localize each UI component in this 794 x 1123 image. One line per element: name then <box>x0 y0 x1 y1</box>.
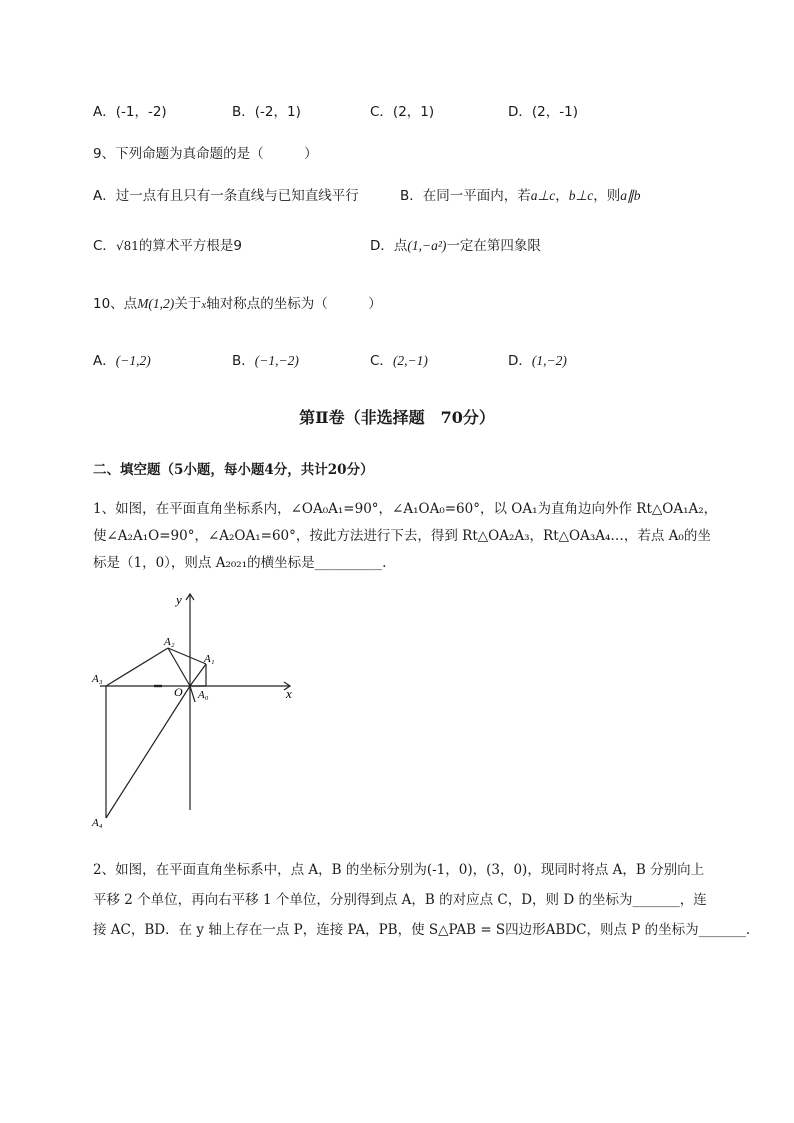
q9-option-d-suffix: 一定在第四象限 <box>446 238 541 254</box>
q8-option-d: D．(2，-1) <box>508 104 578 120</box>
q9-option-d-prefix: D．点 <box>370 238 408 254</box>
q9-stem: 9、下列命题为真命题的是（ ） <box>93 146 318 162</box>
q9-option-d-math: (1,−a²) <box>407 238 447 253</box>
label-A1: A₁ <box>204 653 215 665</box>
segment-OA4 <box>106 686 190 818</box>
q8-option-a: A．(-1，-2) <box>93 104 167 120</box>
fill1-line1: 1、如图，在平面直角坐标系内，∠OA₀A₁=90°，∠A₁OA₀=60°，以 OA₁为直角边向外作 Rt△OA₁A₂， <box>93 501 718 517</box>
q9-option-b-math3: a∥b <box>620 188 641 203</box>
label-A2: A₂ <box>164 636 175 648</box>
q10-option-a-label: A． <box>93 353 116 369</box>
q10-option-d-value: (1,−2) <box>531 353 567 368</box>
q10-option-d-label: D． <box>508 353 532 369</box>
q10-stem-axis: x <box>201 299 207 311</box>
q9-option-c <box>93 234 242 254</box>
q9-option-b-math2: b⊥c <box>568 188 594 203</box>
segment-OA1 <box>190 664 206 686</box>
q9-option-c-math: √81 <box>115 239 139 253</box>
fill1-line3: 标是（1，0），则点 A₂₀₂₁的横坐标是__________. <box>93 555 387 571</box>
q10-option-a-value: (−1,2) <box>115 353 151 368</box>
segment-A2A3 <box>106 648 168 686</box>
label-O: O <box>174 685 183 699</box>
q10-option-c-label: C． <box>370 353 393 369</box>
q10-stem-prefix: 10、点 <box>93 296 138 312</box>
label-A4: A₄ <box>92 817 103 829</box>
segment-extension <box>190 686 195 702</box>
q9-option-a: A．过一点有且只有一条直线与已知直线平行 <box>93 188 359 204</box>
q9-option-b-math1: a⊥c <box>530 188 556 203</box>
segment-A1A2 <box>168 648 206 664</box>
section-heading: 二、填空题（5小题，每小题4分，共计20分） <box>93 462 374 478</box>
fill1-line2: 使∠A₂A₁O=90°，∠A₂OA₁=60°，按此方法进行下去，得到 Rt△OA₂A₃，Rt△OA₃A₄…，若点 A₀的坐 <box>93 528 711 544</box>
q10-option-a <box>93 349 151 369</box>
q9-option-b-then: ，则 <box>593 188 621 204</box>
q10-stem-math: M(1,2) <box>137 296 175 311</box>
coordinate-figure <box>90 590 310 830</box>
q10-stem <box>93 292 382 312</box>
q10-option-c-value: (2,−1) <box>392 353 428 368</box>
q9-option-b-prefix: B．在同一平面内，若 <box>400 188 531 204</box>
q10-option-c <box>370 349 428 369</box>
label-A0: A₀ <box>198 689 209 701</box>
q10-option-b-value: (−1,−2) <box>254 353 299 368</box>
label-y: y <box>176 592 182 607</box>
q10-stem-suffix: 轴对称点的坐标为（ ） <box>206 296 382 312</box>
segment-OA2 <box>168 648 190 686</box>
label-A3: A₃ <box>92 673 103 685</box>
q10-option-b <box>232 349 299 369</box>
q9-option-b-comma: ， <box>555 188 569 204</box>
q10-option-b-label: B． <box>232 353 255 369</box>
label-x: x <box>286 686 292 701</box>
q10-option-d <box>508 349 567 369</box>
q8-option-b: B．(-2，1) <box>232 104 301 120</box>
q9-option-d <box>370 234 541 254</box>
fill2-line3: 接 AC，BD．在 y 轴上存在一点 P，连接 PA，PB，使 S△PAB = S四边形ABDC，则点 P 的坐标为_______. <box>93 922 751 938</box>
q9-option-b <box>400 184 641 204</box>
fill2-line2: 平移 2 个单位，再向右平移 1 个单位，分别得到点 A，B 的对应点 C，D，则 D 的坐标为_______，连 <box>93 892 707 908</box>
q10-stem-mid: 关于 <box>174 296 202 312</box>
q9-option-c-suffix: 的算术平方根是9 <box>138 238 242 254</box>
fill2-line1: 2、如图，在平面直角坐标系中，点 A，B 的坐标分别为(-1，0)，(3，0)，现同时将点 A，B 分别向上 <box>93 862 705 878</box>
section-title: 第Ⅱ卷（非选择题 70分） <box>299 408 495 427</box>
q8-option-c: C．(2，1) <box>370 104 435 120</box>
q9-option-c-prefix: C． <box>93 238 116 254</box>
